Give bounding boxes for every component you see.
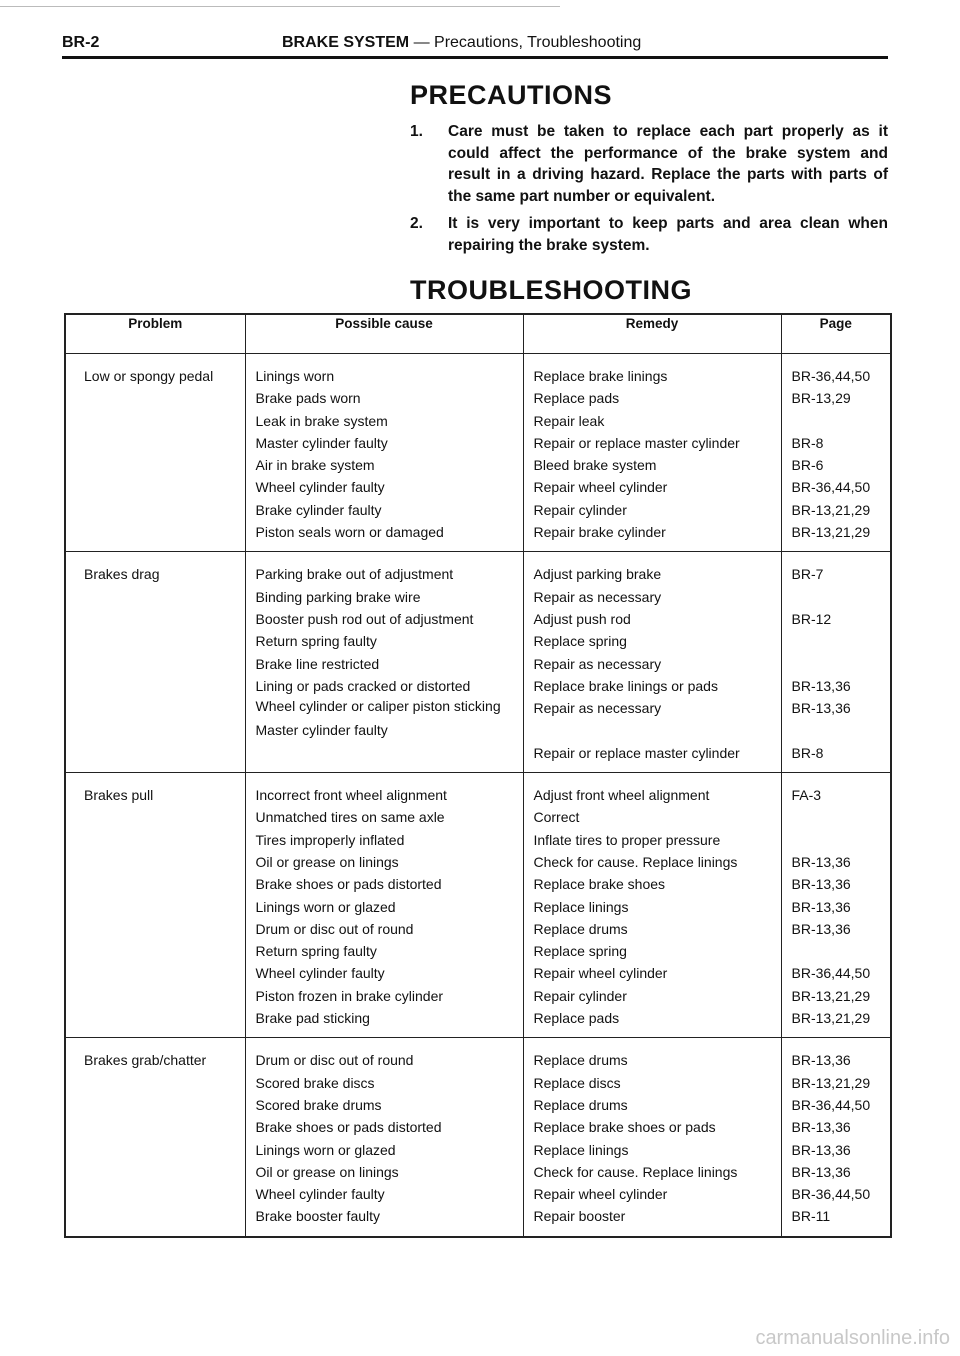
remedy-line: Replace pads	[533, 1010, 620, 1027]
remedy-line: Repair leak	[533, 412, 605, 429]
top-rule	[0, 6, 560, 7]
remedy-line: Repair brake cylinder	[533, 524, 666, 541]
remedy-line: Repair cylinder	[533, 501, 627, 518]
cause-line: Linings worn or glazed	[255, 1141, 396, 1158]
remedy-line: Replace drums	[533, 1052, 628, 1069]
page-ref: FA-3	[791, 787, 822, 804]
remedy-cell	[523, 552, 781, 773]
page-ref: BR-12	[791, 610, 832, 627]
page-cell	[781, 354, 891, 552]
cause-line: Oil or grease on linings	[255, 853, 399, 870]
remedy-line: Adjust front wheel alignment	[533, 787, 710, 804]
header-rule	[62, 56, 888, 59]
header-title-bold: BRAKE SYSTEM	[282, 34, 410, 51]
header-problem: Problem	[65, 314, 245, 354]
remedy-line: Repair as necessary	[533, 655, 662, 672]
page-ref	[782, 653, 891, 675]
problem-text: Brakes drag	[84, 566, 160, 583]
page-cell	[781, 552, 891, 773]
remedy-line: Repair cylinder	[533, 987, 627, 1004]
cause-cell	[245, 1038, 523, 1237]
cause-line: Linings worn or glazed	[255, 898, 396, 915]
table-row	[65, 552, 891, 773]
cause-line: Tires improperly inflated	[255, 831, 405, 848]
cause-line: Brake shoes or pads distorted	[255, 876, 442, 893]
page-ref	[782, 829, 891, 851]
table-header-row	[65, 314, 891, 354]
cause-line: Leak in brake system	[255, 412, 388, 429]
problem-text: Low or spongy pedal	[84, 368, 214, 384]
remedy-line: Repair wheel cylinder	[533, 965, 668, 982]
precaution-text: It is very important to keep parts and area clean when repairing the brake system.	[448, 215, 888, 254]
remedy-line: Adjust push rod	[533, 610, 631, 627]
cause-line: Brake pad sticking	[255, 1010, 370, 1027]
problem-cell	[65, 773, 245, 1038]
header-title-rest: — Precautions, Troubleshooting	[409, 34, 642, 51]
header-remedy: Remedy	[523, 314, 781, 354]
remedy-line: Replace drums	[533, 920, 628, 937]
page-ref: BR-13,36	[791, 876, 851, 893]
page-ref: BR-13,36	[791, 1141, 851, 1158]
remedy-line: Replace linings	[533, 898, 629, 915]
page-ref: BR-36,44,50	[791, 965, 871, 982]
page-ref: BR-8	[791, 744, 824, 761]
cause-line: Wheel cylinder or caliper piston sticking	[255, 698, 501, 715]
remedy-line: Bleed brake system	[533, 457, 657, 474]
page-ref	[782, 586, 891, 608]
page-ref: BR-13,36	[791, 1052, 851, 1069]
cause-line: Master cylinder faulty	[255, 434, 388, 451]
remedy-line: Replace brake linings	[533, 368, 668, 384]
precaution-text: Care must be taken to replace each part properly as it could affect the performance of the brake system and result in a driving hazard. Replace the parts with parts of the same part number or equivalent.	[448, 123, 888, 205]
page-ref: BR-13,36	[791, 1163, 851, 1180]
page-ref: BR-13,36	[791, 898, 851, 915]
problem-cell	[65, 552, 245, 773]
remedy-line: Repair wheel cylinder	[533, 1186, 668, 1203]
cause-line: Drum or disc out of round	[255, 1052, 414, 1069]
remedy-line: Check for cause. Replace linings	[533, 853, 738, 870]
troubleshooting-title: TROUBLESHOOTING	[410, 275, 692, 305]
page-ref: BR-36,44,50	[791, 479, 871, 496]
page-ref: BR-13,36	[791, 1119, 851, 1136]
remedy-line: Inflate tires to proper pressure	[533, 831, 721, 848]
cause-line: Brake cylinder faulty	[255, 501, 382, 518]
page-cell	[781, 773, 891, 1038]
page-ref: BR-6	[791, 457, 824, 474]
remedy-line: Replace spring	[533, 633, 627, 650]
remedy-line: Replace brake shoes	[533, 876, 666, 893]
cause-line: Scored brake drums	[255, 1096, 382, 1113]
remedy-line: Replace brake linings or pads	[533, 677, 718, 694]
cause-cell	[245, 552, 523, 773]
cause-line: Brake line restricted	[255, 655, 380, 672]
page-ref: BR-13,21,29	[791, 1074, 871, 1091]
problem-text: Brakes grab/chatter	[84, 1052, 207, 1069]
remedy-line: Replace pads	[533, 390, 620, 407]
page-ref: BR-13,21,29	[791, 501, 871, 518]
cause-line: Scored brake discs	[255, 1074, 375, 1091]
problem-cell	[65, 1038, 245, 1237]
cause-cell	[245, 773, 523, 1038]
page-ref	[782, 806, 891, 828]
cause-line: Lining or pads cracked or distorted	[255, 677, 471, 694]
remedy-line: Replace spring	[533, 943, 627, 960]
remedy-line: Repair as necessary	[533, 700, 662, 717]
page-ref: BR-36,44,50	[791, 1186, 871, 1203]
cause-line: Oil or grease on linings	[255, 1163, 399, 1180]
page-ref: BR-8	[791, 434, 824, 451]
remedy-line: Check for cause. Replace linings	[533, 1163, 738, 1180]
cause-line: Parking brake out of adjustment	[255, 566, 454, 583]
page-ref: BR-13,36	[791, 853, 851, 870]
precaution-number: 2.	[410, 215, 423, 232]
page-ref: BR-13,36	[791, 920, 851, 937]
page-ref: BR-7	[791, 566, 824, 583]
problem-cell	[65, 354, 245, 552]
cause-line: Unmatched tires on same axle	[255, 809, 445, 826]
cause-line: Master cylinder faulty	[255, 722, 388, 739]
cause-line: Piston frozen in brake cylinder	[255, 987, 444, 1004]
page-ref	[782, 630, 891, 652]
page-ref: BR-11	[791, 1208, 831, 1225]
troubleshooting-table	[64, 313, 892, 1238]
page-ref	[782, 940, 891, 962]
cause-line: Linings worn	[255, 368, 335, 384]
cause-line: Drum or disc out of round	[255, 920, 414, 937]
problem-text: Brakes pull	[84, 787, 154, 804]
page-ref: BR-13,21,29	[791, 524, 871, 541]
precaution-number: 1.	[410, 123, 423, 140]
cause-line: Brake pads worn	[255, 390, 361, 407]
cause-line: Binding parking brake wire	[255, 588, 421, 605]
cause-line: Wheel cylinder faulty	[255, 965, 385, 982]
page-ref: BR-13,21,29	[791, 987, 871, 1004]
page-ref: BR-13,29	[791, 390, 851, 407]
remedy-cell	[523, 1038, 781, 1237]
cause-line: Wheel cylinder faulty	[255, 479, 385, 496]
table-row	[65, 1038, 891, 1237]
header-possible-cause: Possible cause	[245, 314, 523, 354]
table-row	[65, 773, 891, 1038]
remedy-line: Replace drums	[533, 1096, 628, 1113]
cause-line: Piston seals worn or damaged	[255, 524, 444, 541]
remedy-cell	[523, 354, 781, 552]
remedy-line: Repair or replace master cylinder	[533, 744, 740, 761]
page-ref: BR-13,36	[791, 677, 851, 694]
page-code: BR-2	[62, 34, 100, 51]
remedy-line: Repair as necessary	[533, 588, 662, 605]
cause-cell	[245, 354, 523, 552]
page-ref	[782, 410, 891, 432]
table-row	[65, 354, 891, 552]
remedy-line: Replace discs	[533, 1074, 621, 1091]
page-ref: BR-36,44,50	[791, 368, 871, 384]
remedy-line: Repair booster	[533, 1208, 626, 1225]
header-title	[282, 34, 641, 52]
remedy-line: Repair wheel cylinder	[533, 479, 668, 496]
remedy-line: Replace linings	[533, 1141, 629, 1158]
remedy-line: Correct	[533, 809, 580, 826]
remedy-line: Replace brake shoes or pads	[533, 1119, 716, 1136]
remedy-line: Repair or replace master cylinder	[533, 434, 740, 451]
cause-line: Booster push rod out of adjustment	[255, 610, 474, 627]
precautions-title: PRECAUTIONS	[410, 80, 613, 110]
page-ref: BR-36,44,50	[791, 1096, 871, 1113]
watermark: carmanualsonline.info	[755, 1327, 950, 1349]
page-header	[62, 34, 888, 58]
remedy-line: Adjust parking brake	[533, 566, 662, 583]
remedy-cell	[523, 773, 781, 1038]
cause-line: Air in brake system	[255, 457, 375, 474]
header-page: Page	[781, 314, 891, 354]
page-cell	[781, 1038, 891, 1237]
page-ref: BR-13,36	[791, 700, 851, 717]
cause-line: Brake booster faulty	[255, 1208, 381, 1225]
cause-line: Wheel cylinder faulty	[255, 1186, 385, 1203]
cause-line: Return spring faulty	[255, 633, 377, 650]
cause-line: Brake shoes or pads distorted	[255, 1119, 442, 1136]
cause-line: Incorrect front wheel alignment	[255, 787, 447, 804]
cause-line: Return spring faulty	[255, 943, 377, 960]
page-ref: BR-13,21,29	[791, 1010, 871, 1027]
